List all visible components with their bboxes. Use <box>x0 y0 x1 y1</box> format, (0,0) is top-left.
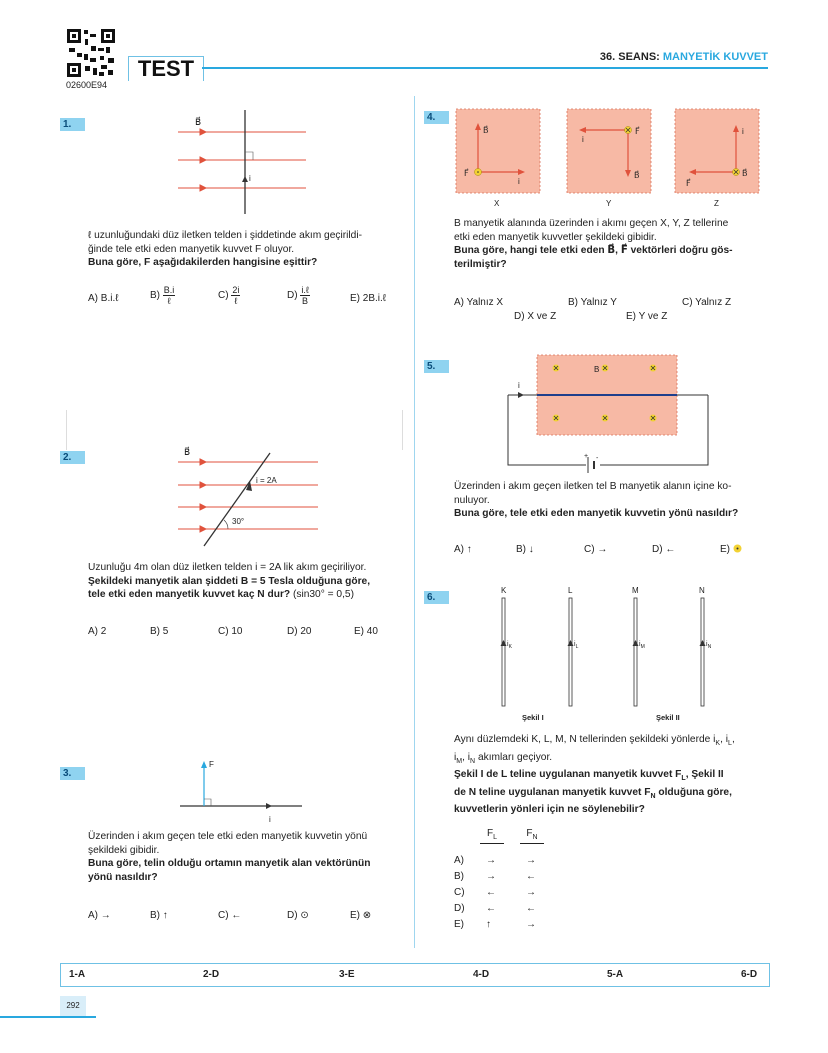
q6-wire-n-name: N <box>699 586 705 595</box>
q4-option-c[interactable]: C) Yalnız Z <box>682 297 732 308</box>
q4-x-name: X <box>494 199 500 208</box>
q2-angle-label: 30° <box>232 517 245 526</box>
q1-text-2: ğinde tele etki eden manyetik kuvvet F oluyor. <box>88 243 295 255</box>
session-prefix: 36. SEANS: <box>599 51 663 63</box>
q5-figure <box>500 350 715 475</box>
q1-option-c[interactable] <box>218 285 240 306</box>
q6-text-1: Aynı düzlemdeki K, L, M, N tellerinden şekildeki yönlerde i <box>454 734 716 745</box>
answer-1: 1-A <box>69 969 86 980</box>
q3-question-2: yönü nasıldır? <box>88 871 158 883</box>
q5-option-a[interactable]: A) ↑ <box>454 544 472 555</box>
out-of-page-dot-icon <box>733 544 742 553</box>
q1-option-c-den: ℓ <box>234 296 238 306</box>
svg-text:+: + <box>584 453 589 460</box>
q6-wire-m-sub: M <box>640 644 645 650</box>
q4-z-b: B⃗ <box>742 169 748 178</box>
q4-text-2: etki eden manyetik kuvvetler şekildeki gibidir. <box>454 231 657 243</box>
q1-option-d-den: B <box>302 296 309 306</box>
q1-option-a[interactable]: A) B.i.ℓ <box>88 293 119 304</box>
q3-i-label: i <box>269 815 271 824</box>
q3-option-e[interactable]: E) ⊗ <box>350 910 372 921</box>
q4-question-2: terilmiştir? <box>454 258 507 270</box>
q6-row-b-fn: ← <box>526 871 536 882</box>
question-2-number: 2. <box>60 451 85 464</box>
q6-row-a-fn: → <box>526 855 536 866</box>
q6-row-d-fl: ← <box>486 903 496 914</box>
q4-option-b[interactable]: B) Yalnız Y <box>568 297 617 308</box>
q6-question-1: Şekil I de L teline uygulanan manyetik kuvvet F <box>454 769 682 781</box>
q6-text-2: akımları geçiyor. <box>477 751 553 763</box>
q6-wire-l-current: i <box>574 641 576 648</box>
question-5-number: 5. <box>424 360 449 373</box>
q5-options <box>454 544 766 558</box>
q3-option-b[interactable]: B) ↑ <box>150 910 168 921</box>
q2-option-a[interactable]: A) 2 <box>88 626 107 637</box>
column-divider <box>414 96 415 948</box>
question-1-number: 1. <box>60 118 85 131</box>
q2-i-label: i = 2A <box>256 476 277 485</box>
session-topic: MANYETİK KUVVET <box>662 51 768 63</box>
answer-6: 6-D <box>741 969 758 980</box>
q6-row-c-label: C) <box>454 887 465 898</box>
q5-text-2: nuluyor. <box>454 494 490 506</box>
document-code: 02600E94 <box>66 80 108 90</box>
q4-z-f: F⃗ <box>686 179 691 188</box>
q2-question-1: Şekildeki manyetik alan şiddeti B = 5 Tesla olduğuna göre, <box>88 575 371 587</box>
q6-row-b-fl: → <box>486 871 496 882</box>
q6-col-fl-sub: L <box>493 834 497 841</box>
q5-text-1: Üzerinden i akım geçen iletken tel B manyetik alanın içine ko- <box>454 481 732 492</box>
q6-col-fn-label: F <box>526 828 533 839</box>
session-title <box>500 51 768 63</box>
q6-option-c[interactable] <box>454 887 564 901</box>
svg-text:iN <box>706 641 712 650</box>
q1-b-label: B⃗ <box>195 117 202 127</box>
q5-b-label: B <box>594 365 600 374</box>
q4-z-i: i <box>742 127 744 136</box>
q4-option-a[interactable]: A) Yalnız X <box>454 297 504 308</box>
q6-row-a-label: A) <box>454 855 464 866</box>
q6-row-d-label: D) <box>454 903 465 914</box>
q3-options <box>88 910 408 924</box>
q5-question: Buna göre, tele etki eden manyetik kuvvetin yönü nasıldır? <box>454 508 739 519</box>
q6-option-a[interactable] <box>454 855 564 869</box>
q6-wire-l-sub: L <box>575 644 579 650</box>
svg-text:iK <box>507 641 513 650</box>
answer-5: 5-A <box>607 969 624 980</box>
q5-option-e-label: E) <box>720 544 730 555</box>
q2-text-1: Uzunluğu 4m olan düz iletken telden i = 2A lik akım geçiriliyor. <box>88 562 367 573</box>
q2-b-label: B⃗ <box>184 447 191 457</box>
q4-figure <box>454 106 766 210</box>
q4-x-b: B⃗ <box>483 126 489 135</box>
q2-frame-left <box>66 410 67 450</box>
q6-row-e-label: E) <box>454 919 464 930</box>
q3-option-d[interactable]: D) ⊙ <box>287 910 309 921</box>
q4-y-name: Y <box>606 199 612 208</box>
q6-wire-k-name: K <box>501 586 507 595</box>
q1-option-d-prefix: D) <box>287 290 298 302</box>
q1-option-d-num: i.ℓ <box>301 285 309 295</box>
q1-text-1: ℓ uzunluğundaki düz iletken telden i şiddetinde akım geçirildi- <box>88 230 362 241</box>
q3-figure <box>176 754 306 826</box>
q6-wire-n <box>699 586 712 706</box>
q2-option-b[interactable]: B) 5 <box>150 626 169 637</box>
q1-option-e[interactable]: E) 2B.i.ℓ <box>350 293 387 304</box>
q6-option-e[interactable] <box>454 919 564 933</box>
q6-question-1b: , Şekil II <box>685 769 724 781</box>
q6-row-b-label: B) <box>454 871 464 882</box>
q6-question-2: de N teline uygulanan manyetik kuvvet F <box>454 786 651 798</box>
q6-wire-n-sub: N <box>707 644 712 650</box>
q6-row-c-fl: ← <box>486 887 496 898</box>
answer-2: 2-D <box>203 969 220 980</box>
q1-option-c-prefix: C) <box>218 290 229 302</box>
q6-option-b[interactable] <box>454 871 564 885</box>
footer-rule <box>0 1016 96 1018</box>
q4-box-x <box>456 109 540 208</box>
question-6-number: 6. <box>424 591 449 604</box>
q1-option-b-prefix: B) <box>150 290 160 302</box>
q1-options <box>88 283 408 313</box>
answer-4: 4-D <box>473 969 490 980</box>
answer-key <box>60 963 770 987</box>
q4-question-1: Buna göre, hangi tele etki eden B⃗, F⃗ vektörleri doğru gös- <box>454 245 733 256</box>
q6-col-fl <box>480 828 504 844</box>
q6-col-fl-label: F <box>486 828 494 839</box>
q6-wire-l-name: L <box>568 586 573 595</box>
q6-text-sub-l: L <box>728 740 732 748</box>
q4-options <box>454 297 766 327</box>
q2-question-note: (sin30° = 0,5) <box>290 589 354 600</box>
q6-wire-k-current: i <box>507 641 509 648</box>
q4-x-f: F⃗ <box>464 169 469 178</box>
q6-wire-m-current: i <box>639 641 641 648</box>
svg-text:iM <box>639 641 645 650</box>
q6-question-2b: olduğuna göre, <box>655 786 732 798</box>
q5-option-e[interactable] <box>720 544 742 555</box>
test-label: TEST <box>128 56 204 81</box>
q2-options <box>88 626 408 640</box>
q3-text-1: Üzerinden i akım geçen tele etki eden manyetik kuvvetin yönü <box>88 831 368 842</box>
q6-wire-k <box>501 586 513 706</box>
q3-option-a[interactable]: A) → <box>88 910 111 921</box>
q6-row-e-fn: → <box>526 919 536 930</box>
q4-y-f: F⃗ <box>635 127 640 136</box>
q5-option-b[interactable]: B) ↓ <box>516 544 534 555</box>
question-4-number: 4. <box>424 111 449 124</box>
q6-option-d[interactable] <box>454 903 564 917</box>
q4-option-e[interactable]: E) Y ve Z <box>626 311 668 322</box>
q1-option-d[interactable] <box>287 285 310 306</box>
q2-option-c[interactable]: C) 10 <box>218 626 243 637</box>
q3-question-1: Buna göre, telin olduğu ortamın manyetik alan vektörünün <box>88 858 371 869</box>
q5-option-d[interactable]: D) ← <box>652 544 676 555</box>
q4-text-1: B manyetik alanında üzerinden i akımı geçen X, Y, Z tellerine <box>454 218 729 229</box>
q3-option-c[interactable]: C) ← <box>218 910 242 921</box>
q6-row-a-fl: → <box>486 855 496 866</box>
q3-text-2: şekildeki gibidir. <box>88 844 160 856</box>
q2-question-2: tele etki eden manyetik kuvvet kaç N dur? <box>88 589 291 600</box>
q2-option-d[interactable]: D) 20 <box>287 626 312 637</box>
q6-row-d-fn: ← <box>526 903 536 914</box>
q5-option-c[interactable]: C) → <box>584 544 608 555</box>
q1-i-label: i <box>249 174 251 183</box>
q6-sekil-1: Şekil I <box>522 713 544 722</box>
q1-option-b-den: ℓ <box>167 296 171 306</box>
q6-col-fn <box>520 828 544 844</box>
q4-box-y <box>567 109 651 208</box>
q1-question: Buna göre, F aşağıdakilerden hangisine eşittir? <box>88 257 318 268</box>
q6-question-3: kuvvetlerin yönleri için ne söylenebilir? <box>454 804 645 816</box>
q1-figure <box>170 106 310 216</box>
q4-option-d[interactable]: D) X ve Z <box>514 311 557 322</box>
q6-wire-k-sub: K <box>508 644 512 650</box>
q2-option-e[interactable]: E) 40 <box>354 626 378 637</box>
q4-x-i: i <box>518 177 520 186</box>
q4-z-name: Z <box>714 199 719 208</box>
q6-wire-m-name: M <box>632 586 639 595</box>
q5-i-label: i <box>518 381 520 390</box>
q6-wire-l <box>568 586 579 706</box>
q6-row-e-fl: ↑ <box>486 919 491 930</box>
q3-f-label: F <box>209 760 214 769</box>
q6-options-table <box>454 828 654 938</box>
q4-y-i: i <box>582 135 584 144</box>
q6-text-sub-k: K <box>715 740 721 748</box>
q1-option-b-num: B.i <box>163 285 175 295</box>
page-number: 292 <box>60 996 86 1016</box>
q4-y-b: B⃗ <box>634 171 640 180</box>
svg-text:-: - <box>596 455 599 462</box>
q6-sekil-2: Şekil II <box>656 713 680 722</box>
header-rule <box>202 67 768 69</box>
q4-box-z <box>675 109 759 208</box>
qr-code <box>66 28 116 78</box>
q6-row-c-fn: → <box>526 887 536 898</box>
q1-option-c-num: 2i <box>232 285 240 295</box>
q1-option-b[interactable] <box>150 285 175 306</box>
answer-3: 3-E <box>339 969 355 980</box>
q6-figure <box>490 582 720 724</box>
q2-frame-right <box>402 410 403 450</box>
q2-figure <box>170 444 330 554</box>
q6-wire-n-current: i <box>706 641 708 648</box>
q6-col-fn-sub: N <box>532 834 538 841</box>
question-3-number: 3. <box>60 767 85 780</box>
svg-text:iL <box>574 641 579 650</box>
q6-wire-m <box>632 586 645 706</box>
